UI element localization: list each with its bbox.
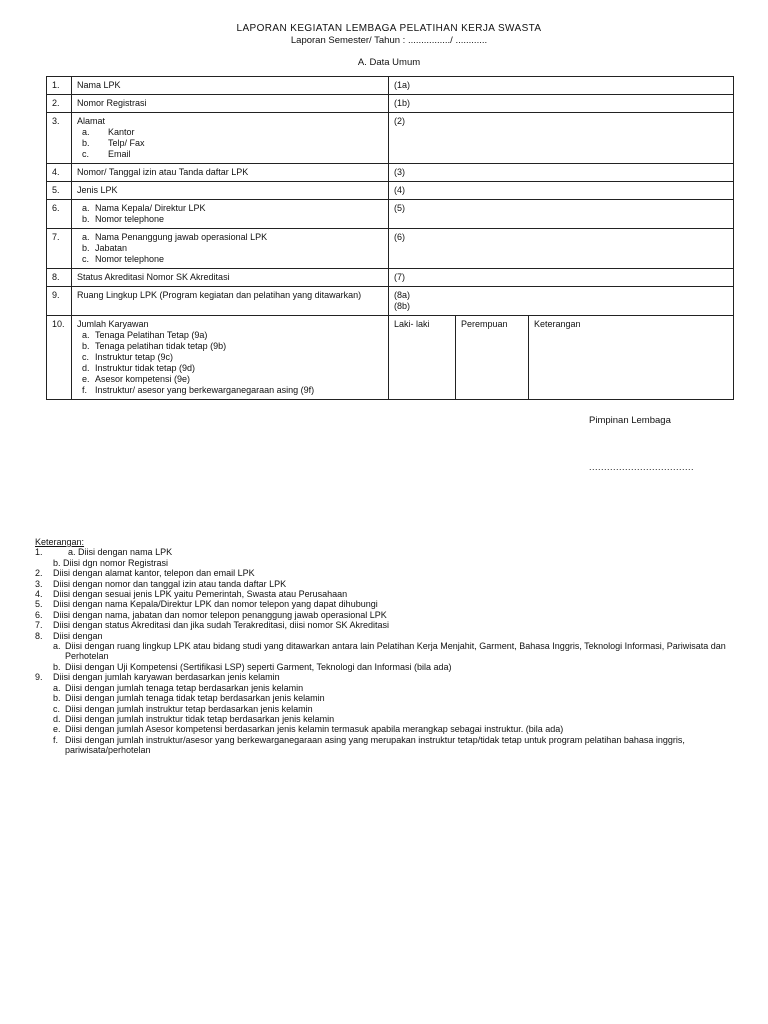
row-number: 10. <box>47 316 72 400</box>
row-number: 8. <box>47 269 72 287</box>
note-item <box>35 735 755 756</box>
sub-text: Jabatan <box>95 243 128 253</box>
row-ref: (8b) <box>394 301 411 311</box>
sub-text: Instruktur tetap (9c) <box>95 352 174 362</box>
note-text: Diisi dengan ruang lingkup LPK atau bidang studi yang ditawarkan antara lain Pelatihan Kerja Menjahit, Garment, Bahasa Inggris, Teknologi Informasi, Pariwisata dan Perhotelan <box>65 641 729 662</box>
sub-marker: b. <box>82 341 90 351</box>
note-number: c. <box>53 703 61 714</box>
row-label <box>72 182 389 200</box>
sub-text: Nama Penanggung jawab operasional LPK <box>95 232 268 242</box>
table-row <box>47 182 734 200</box>
sub-text: Instruktur tidak tetap (9d) <box>95 363 196 373</box>
sub-text: Asesor kompetensi (9e) <box>95 374 191 384</box>
sub-marker: e. <box>82 374 90 384</box>
note-number: 5. <box>35 599 43 610</box>
note-number: a. <box>53 682 61 693</box>
sub-marker: c. <box>82 254 90 264</box>
sub-item <box>77 330 383 341</box>
note-number: 1. <box>35 547 43 558</box>
sub-item <box>77 254 383 265</box>
note-text: Diisi dengan jumlah tenaga tetap berdasarkan jenis kelamin <box>65 682 304 693</box>
data-umum-table <box>46 76 734 408</box>
table-row-spacer <box>47 400 734 408</box>
section-heading: A. Data Umum <box>357 57 421 68</box>
note-number: 3. <box>35 578 43 589</box>
sub-item <box>77 232 383 243</box>
note-item <box>35 693 755 703</box>
row-ref: (7) <box>394 272 405 282</box>
note-text: Diisi dengan status Akreditasi dan jika sudah Terakreditasi, diisi nomor SK Akreditasi <box>53 620 390 631</box>
table-row <box>47 316 734 400</box>
note-number: 7. <box>35 620 43 631</box>
sub-marker: b. <box>82 243 90 253</box>
signature-label: Pimpinan Lembaga <box>589 415 671 426</box>
row-ref: (4) <box>394 185 405 195</box>
sub-marker: a. <box>82 330 90 340</box>
note-text: Diisi dengan nama, jabatan dan nomor telepon penanggung jawab operasional LPK <box>53 609 387 620</box>
row-label-text: Ruang Lingkup LPK (Program kegiatan dan pelatihan yang ditawarkan) <box>77 290 362 300</box>
row-label <box>72 164 389 182</box>
note-number: 2. <box>35 568 43 579</box>
notes-section <box>35 537 755 756</box>
note-item <box>35 547 755 557</box>
note-text: Diisi dengan alamat kantor, telepon dan email LPK <box>53 568 255 579</box>
table-row <box>47 113 734 164</box>
sub-item <box>77 149 383 160</box>
note-item <box>35 568 755 578</box>
note-text: Diisi dengan nama Kepala/Direktur LPK dan nomor telepon yang dapat dihubungi <box>53 599 378 610</box>
note-text: a. Diisi dengan nama LPK <box>53 547 173 558</box>
row-label-text: Jumlah Karyawan <box>77 319 149 329</box>
row-label <box>72 229 389 269</box>
row-label <box>72 269 389 287</box>
sub-item <box>77 363 383 374</box>
row-label-text: Jenis LPK <box>77 185 118 195</box>
note-number: b. <box>53 693 61 704</box>
note-number: b. <box>53 661 61 672</box>
sub-item <box>77 214 383 225</box>
note-item <box>35 610 755 620</box>
sub-marker: a. <box>82 232 90 242</box>
note-text: Diisi dengan jumlah karyawan berdasarkan jenis kelamin <box>53 672 280 683</box>
sub-text: Tenaga Pelatihan Tetap (9a) <box>95 330 208 340</box>
note-number: 9. <box>35 672 43 683</box>
note-number: a. <box>53 641 61 652</box>
note-number: 8. <box>35 630 43 641</box>
notes-heading: Keterangan: <box>35 537 85 547</box>
row-ref: (3) <box>394 167 405 177</box>
sub-marker: a. <box>82 203 90 213</box>
row-value <box>389 95 734 113</box>
sub-item <box>77 243 383 254</box>
note-item <box>35 579 755 589</box>
row-value <box>389 200 734 229</box>
sub-text: Nama Kepala/ Direktur LPK <box>95 203 206 213</box>
report-period: Laporan Semester/ Tahun : ................/ ............ <box>290 35 488 46</box>
note-item <box>35 704 755 714</box>
table-row <box>47 164 734 182</box>
row-label <box>72 316 389 400</box>
sub-text: Nomor telephone <box>95 254 165 264</box>
note-number: 4. <box>35 589 43 600</box>
note-item <box>35 599 755 609</box>
sub-item <box>77 203 383 214</box>
sub-marker: f. <box>82 385 88 395</box>
note-text: Diisi dengan jumlah tenaga tidak tetap berdasarkan jenis kelamin <box>65 693 325 704</box>
note-text: Diisi dengan jumlah instruktur/asesor yang berkewarganegaraan asing yang merupakan instruktur tetap/tidak tetap untuk program pelatihan bahasa inggris, pariwisata/perhotelan <box>65 734 688 756</box>
row-label <box>72 113 389 164</box>
sub-item <box>77 138 383 149</box>
row-value <box>389 229 734 269</box>
note-text: Diisi dengan sesuai jenis LPK yaitu Pemerintah, Swasta atau Perusahaan <box>53 589 348 600</box>
note-text: Diisi dengan jumlah Asesor kompetensi berdasarkan jenis kelamin termasuk apabila merangkap sebagai instruktur. (bila ada) <box>65 724 564 735</box>
row-label <box>72 95 389 113</box>
row-number: 1. <box>47 77 72 95</box>
sub-text: Tenaga pelatihan tidak tetap (9b) <box>95 341 227 351</box>
note-text: Diisi dengan <box>53 630 103 641</box>
note-number: 6. <box>35 609 43 620</box>
sub-marker: c. <box>82 149 90 159</box>
sub-marker: d. <box>82 363 90 373</box>
table-row <box>47 95 734 113</box>
row-number: 7. <box>47 229 72 269</box>
row-label-text: Alamat <box>77 116 106 126</box>
row-ref: (2) <box>394 116 405 126</box>
col-perempuan: Perempuan <box>456 316 529 400</box>
sub-item <box>77 341 383 352</box>
table-row <box>47 200 734 229</box>
row-ref: (6) <box>394 232 405 242</box>
row-number: 2. <box>47 95 72 113</box>
row-value <box>389 77 734 95</box>
row-value <box>389 269 734 287</box>
row-value <box>389 287 734 316</box>
note-item <box>35 714 755 724</box>
row-label <box>72 77 389 95</box>
row-number: 5. <box>47 182 72 200</box>
row-label <box>72 287 389 316</box>
row-ref: (1a) <box>394 80 411 90</box>
note-item <box>35 558 755 568</box>
sub-marker: a. <box>82 127 90 137</box>
sub-text: Nomor telephone <box>95 214 165 224</box>
note-item <box>35 683 755 693</box>
sub-item <box>77 127 383 138</box>
row-ref: (1b) <box>394 98 411 108</box>
note-number: d. <box>53 713 61 724</box>
row-value <box>389 182 734 200</box>
sub-item <box>77 352 383 363</box>
sub-text: Telp/ Fax <box>108 138 145 148</box>
note-item <box>35 641 755 662</box>
sub-marker: b. <box>82 138 90 148</box>
note-item <box>35 620 755 630</box>
row-number: 4. <box>47 164 72 182</box>
table-row <box>47 77 734 95</box>
sub-item <box>77 374 383 385</box>
row-number: 3. <box>47 113 72 164</box>
col-keterangan: Keterangan <box>529 316 734 400</box>
note-item <box>35 662 755 672</box>
sub-text: Email <box>108 149 131 159</box>
note-item <box>35 631 755 641</box>
table-row <box>47 269 734 287</box>
note-number: f. <box>53 734 59 745</box>
note-number: e. <box>53 724 61 735</box>
row-ref: (5) <box>394 203 405 213</box>
note-item <box>35 589 755 599</box>
row-label-text: Nama LPK <box>77 80 121 90</box>
note-text: b. Diisi dgn nomor Registrasi <box>53 557 169 568</box>
row-ref: (8a) <box>394 290 411 300</box>
row-label-text: Nomor/ Tanggal izin atau Tanda daftar LPK <box>77 167 249 177</box>
note-text: Diisi dengan Uji Kompetensi (Sertifikasi LSP) seperti Garment, Teknologi dan Informasi (bila ada) <box>65 661 452 672</box>
table-row <box>47 229 734 269</box>
document-title: LAPORAN KEGIATAN LEMBAGA PELATIHAN KERJA SWASTA <box>236 23 542 34</box>
note-text: Diisi dengan jumlah instruktur tetap berdasarkan jenis kelamin <box>65 703 313 714</box>
row-number: 6. <box>47 200 72 229</box>
sub-text: Instruktur/ asesor yang berkewarganegaraan asing (9f) <box>95 385 315 395</box>
row-value <box>389 164 734 182</box>
note-number <box>35 558 53 568</box>
sub-item <box>77 385 383 396</box>
row-label <box>72 200 389 229</box>
signature-line: ................................... <box>589 462 695 472</box>
col-laki-laki: Laki- laki <box>389 316 456 400</box>
sub-text: Kantor <box>108 127 135 137</box>
row-value <box>389 113 734 164</box>
row-number: 9. <box>47 287 72 316</box>
note-text: Diisi dengan jumlah instruktur tidak tetap berdasarkan jenis kelamin <box>65 713 335 724</box>
note-text: Diisi dengan nomor dan tanggal izin atau tanda daftar LPK <box>53 578 287 589</box>
table-row <box>47 287 734 316</box>
sub-marker: b. <box>82 214 90 224</box>
row-label-text: Status Akreditasi Nomor SK Akreditasi <box>77 272 230 282</box>
row-label-text: Nomor Registrasi <box>77 98 147 108</box>
sub-marker: c. <box>82 352 90 362</box>
note-item <box>35 724 755 734</box>
note-item <box>35 672 755 682</box>
